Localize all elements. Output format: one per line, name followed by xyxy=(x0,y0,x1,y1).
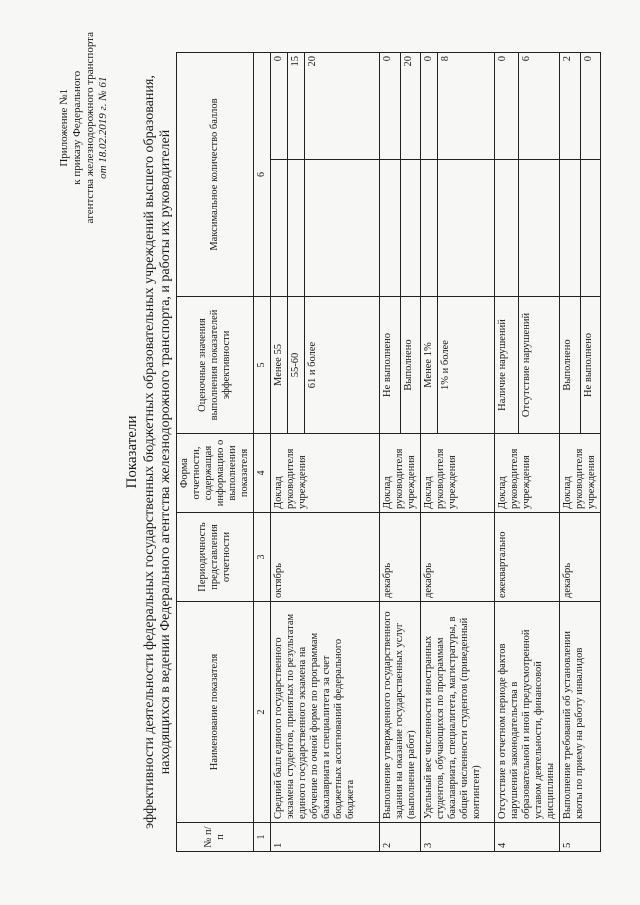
table-row xyxy=(380,53,401,852)
column-number-row xyxy=(254,53,271,852)
annex-line-1: Приложение №1 xyxy=(58,88,70,167)
row-score-spacer xyxy=(438,160,495,297)
row-period: декабрь xyxy=(380,513,421,602)
row-num: 1 xyxy=(271,823,380,852)
title-main: Показатели xyxy=(124,415,140,489)
row-form: Доклад руководителя учреждения xyxy=(380,434,421,513)
row-score-spacer xyxy=(560,160,581,297)
row-period: октябрь xyxy=(271,513,380,602)
row-form: Доклад руководителя учреждения xyxy=(495,434,560,513)
row-value: Менее 55 xyxy=(271,297,288,434)
row-value: 61 и более xyxy=(305,297,380,434)
header-form: Форма отчетности, содержащая информацию о выполнении показателя xyxy=(177,434,254,513)
row-score-spacer xyxy=(305,160,380,297)
colnum: 6 xyxy=(254,53,271,297)
row-value: Менее 1% xyxy=(421,297,438,434)
document-title xyxy=(124,12,174,892)
annex-header xyxy=(58,32,110,224)
row-score: 20 xyxy=(305,53,380,160)
row-value: Не выполнено xyxy=(580,297,601,434)
row-value: Выполнено xyxy=(560,297,581,434)
row-name: Выполнение утвержденного государственного задания на оказание государственных услуг (выполнение работ) xyxy=(380,602,421,823)
title-line-2: находящихся в ведении Федерального агентства железнодорожного транспорта, и работы их руководителей xyxy=(158,129,173,775)
row-form: Доклад руководителя учреждения xyxy=(560,434,601,513)
row-score: 15 xyxy=(288,53,305,160)
row-form: Доклад руководителя учреждения xyxy=(271,434,380,513)
row-score: 20 xyxy=(400,53,421,160)
colnum: 2 xyxy=(254,602,271,823)
row-period: декабрь xyxy=(421,513,495,602)
colnum: 1 xyxy=(254,823,271,852)
annex-date-line: от 18.02.2019 г. № 61 xyxy=(97,76,109,179)
row-period: декабрь xyxy=(560,513,601,602)
row-score-spacer xyxy=(288,160,305,297)
row-value: Отсутствие нарушений xyxy=(519,297,560,434)
row-score: 0 xyxy=(421,53,438,160)
row-score: 0 xyxy=(495,53,519,160)
header-name: Наименование показателя xyxy=(177,602,254,823)
row-value: Наличие нарушений xyxy=(495,297,519,434)
header-period: Периодичность представления отчетности xyxy=(177,513,254,602)
header-values: Оценочные значения выполнения показателей эффективности xyxy=(177,297,254,434)
colnum: 4 xyxy=(254,434,271,513)
row-score: 0 xyxy=(580,53,601,160)
row-num: 5 xyxy=(560,823,601,852)
table-row xyxy=(271,53,288,852)
header-num: № п/п xyxy=(177,823,254,852)
annex-line-3: агентства железнодорожного транспорта xyxy=(84,32,96,224)
row-score: 0 xyxy=(380,53,401,160)
row-value: Не выполнено xyxy=(380,297,401,434)
colnum: 5 xyxy=(254,297,271,434)
row-name: Выполнение требований об установлении квоты по приему на работу инвалидов xyxy=(560,602,601,823)
row-form: Доклад руководителя учреждения xyxy=(421,434,495,513)
header-max: Максимальное количество баллов xyxy=(177,53,254,297)
row-num: 2 xyxy=(380,823,421,852)
row-num: 3 xyxy=(421,823,495,852)
table-header-row xyxy=(177,53,254,852)
row-score-spacer xyxy=(400,160,421,297)
row-period: ежеквартально xyxy=(495,513,560,602)
row-score-spacer xyxy=(421,160,438,297)
row-score: 2 xyxy=(560,53,581,160)
rotated-document xyxy=(40,12,600,892)
table-row xyxy=(560,53,581,852)
row-score: 8 xyxy=(438,53,495,160)
row-score: 0 xyxy=(271,53,288,160)
row-name: Удельный вес численности иностранных студентов, обучающихся по программам бакалавриата, специалитета, магистратуры, в общей численности студентов (приведенный контингент) xyxy=(421,602,495,823)
table-row xyxy=(495,53,519,852)
row-value: Выполнено xyxy=(400,297,421,434)
title-line-1: эффективности деятельности федеральных государственных бюджетных образовательных учреждений высшего образования, xyxy=(142,75,157,829)
row-value: 55-60 xyxy=(288,297,305,434)
table-row xyxy=(421,53,438,852)
row-value: 1% и более xyxy=(438,297,495,434)
annex-line-2: к приказу Федерального xyxy=(71,70,83,185)
colnum: 3 xyxy=(254,513,271,602)
row-score-spacer xyxy=(495,160,519,297)
row-name: Отсутствие в отчетном периоде фактов нарушений законодательства в образовательной и иной предусмотренной уставом деятельности, финансовой дисциплины xyxy=(495,602,560,823)
row-name: Средний балл единого государственного экзамена студентов, принятых по результатам единого государственного экзамена на обучение по очной форме по программам бакалавриата и специалитета за счет бюджетных ассигнований федерального бюджета xyxy=(271,602,380,823)
row-score-spacer xyxy=(380,160,401,297)
row-score-spacer xyxy=(519,160,560,297)
row-num: 4 xyxy=(495,823,560,852)
row-score-spacer xyxy=(580,160,601,297)
indicators-table xyxy=(176,52,601,852)
row-score-spacer xyxy=(271,160,288,297)
row-score: 6 xyxy=(519,53,560,160)
